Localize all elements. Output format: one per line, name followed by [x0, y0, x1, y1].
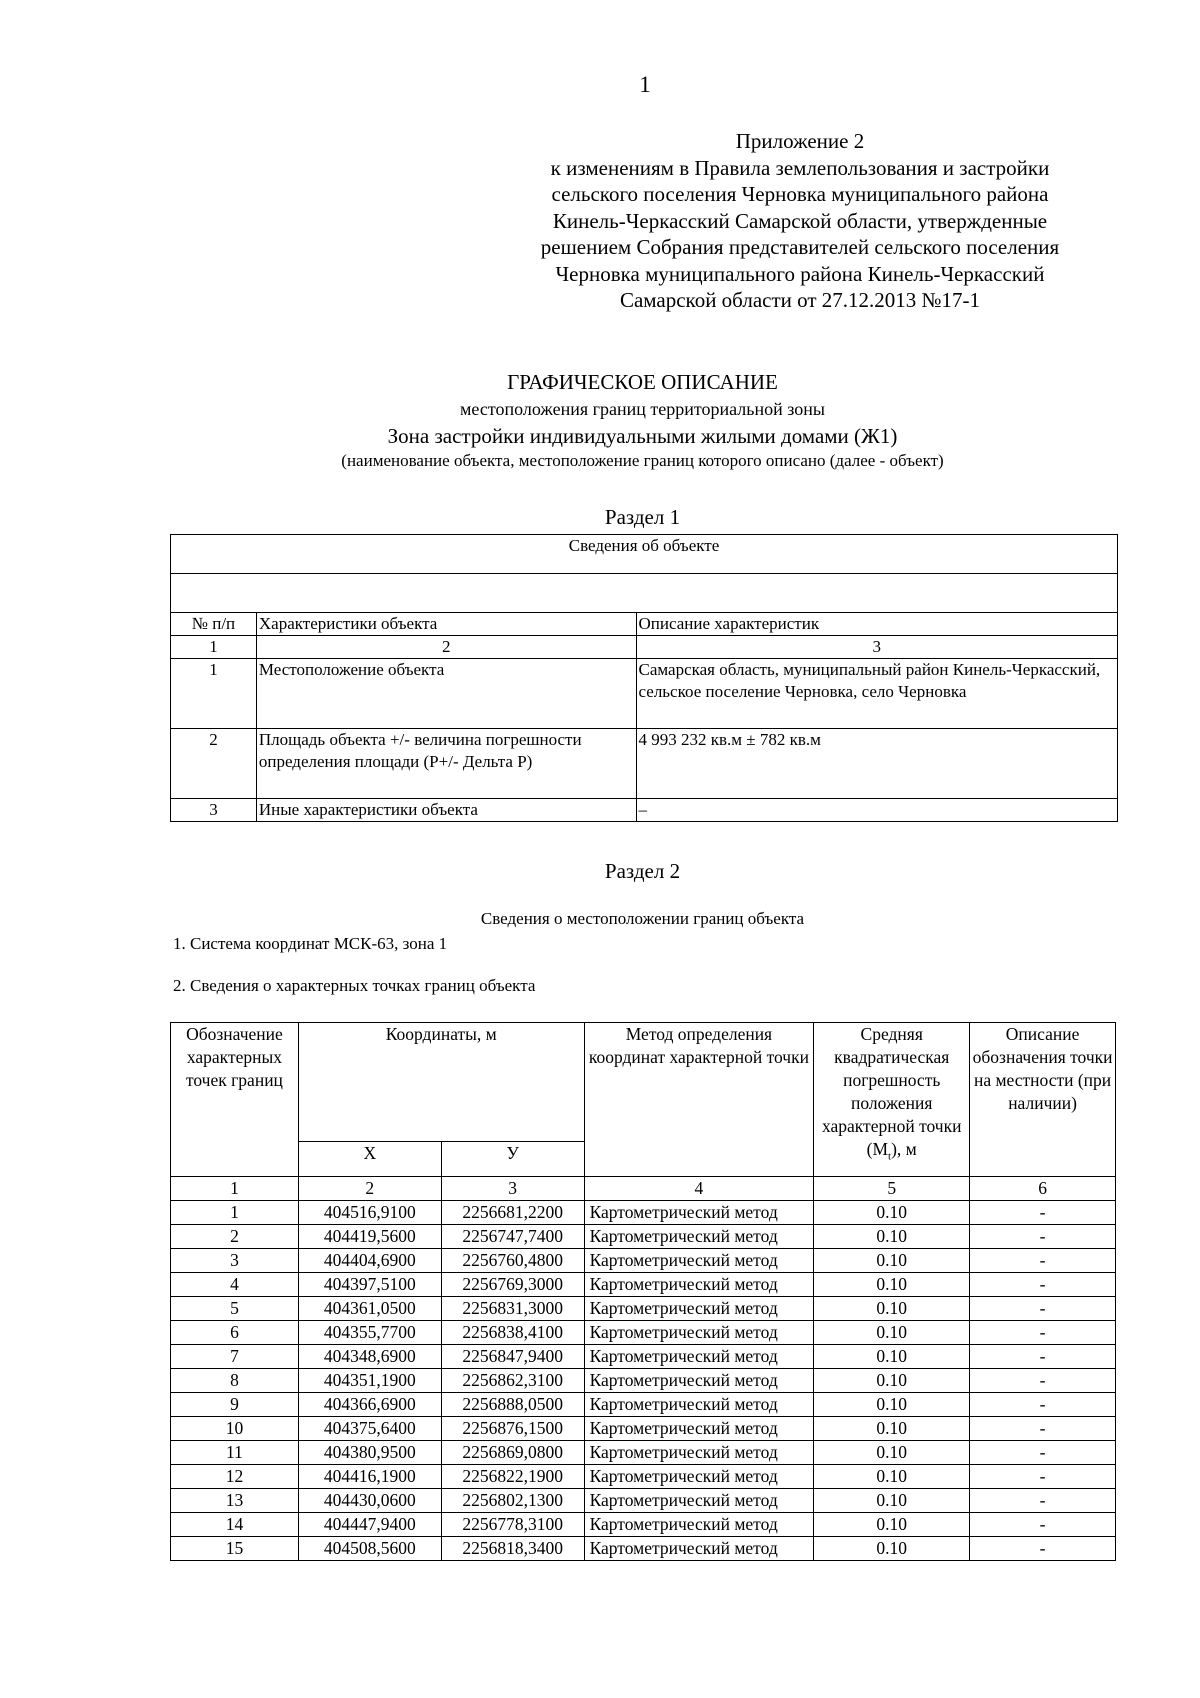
table-row	[171, 1417, 1116, 1441]
point-y: 2256747,7400	[441, 1225, 584, 1249]
point-description: -	[970, 1489, 1116, 1513]
point-error: 0.10	[814, 1489, 970, 1513]
point-error: 0.10	[814, 1201, 970, 1225]
table-row	[171, 1321, 1116, 1345]
table-row	[171, 1201, 1116, 1225]
point-method: Картометрический метод	[584, 1417, 814, 1441]
table-row	[171, 1537, 1116, 1561]
point-error: 0.10	[814, 1249, 970, 1273]
point-error: 0.10	[814, 1369, 970, 1393]
point-description: -	[970, 1345, 1116, 1369]
row-value: Самарская область, муниципальный район Кинель-Черкасский, сельское поселение Черновка, село Черновка	[636, 659, 1117, 729]
point-id: 12	[171, 1465, 299, 1489]
point-y: 2256681,2200	[441, 1201, 584, 1225]
empty-row	[171, 574, 1118, 613]
header-y: У	[441, 1141, 584, 1176]
point-error: 0.10	[814, 1225, 970, 1249]
point-y: 2256802,1300	[441, 1489, 584, 1513]
point-x: 404404,6900	[298, 1249, 441, 1273]
page-number: 1	[639, 72, 651, 97]
point-method: Картометрический метод	[584, 1441, 814, 1465]
point-y: 2256847,9400	[441, 1345, 584, 1369]
point-error: 0.10	[814, 1513, 970, 1537]
point-error: 0.10	[814, 1273, 970, 1297]
table-row	[171, 1513, 1116, 1537]
point-x: 404380,9500	[298, 1441, 441, 1465]
table-caption: Сведения об объекте	[171, 535, 1118, 574]
point-description: -	[970, 1225, 1116, 1249]
point-y: 2256888,0500	[441, 1393, 584, 1417]
point-id: 9	[171, 1393, 299, 1417]
point-id: 6	[171, 1321, 299, 1345]
col-number: 3	[636, 636, 1117, 659]
point-error: 0.10	[814, 1345, 970, 1369]
row-number: 2	[171, 729, 257, 799]
point-x: 404508,5600	[298, 1537, 441, 1561]
point-id: 1	[171, 1201, 299, 1225]
header-method: Метод определения координат характерной точки	[584, 1023, 814, 1177]
point-description: -	[970, 1273, 1116, 1297]
row-name: Местоположение объекта	[256, 659, 636, 729]
table-row	[171, 1369, 1116, 1393]
points-body	[171, 1201, 1116, 1561]
point-y: 2256862,3100	[441, 1369, 584, 1393]
point-x: 404351,1900	[298, 1369, 441, 1393]
col-number: 2	[298, 1177, 441, 1201]
table-row	[171, 1225, 1116, 1249]
table-row	[171, 1345, 1116, 1369]
point-description: -	[970, 1393, 1116, 1417]
appendix-line: Приложение 2	[735, 129, 865, 153]
point-method: Картометрический метод	[584, 1513, 814, 1537]
point-id: 11	[171, 1441, 299, 1465]
coordinate-system: 1. Система координат МСК-63, зона 1	[173, 934, 448, 953]
points-table	[170, 1022, 1116, 1561]
table-row	[171, 1297, 1116, 1321]
table-row	[171, 1465, 1116, 1489]
point-error: 0.10	[814, 1297, 970, 1321]
object-info-table	[170, 534, 1118, 822]
col-number: 2	[256, 636, 636, 659]
point-id: 4	[171, 1273, 299, 1297]
point-method: Картометрический метод	[584, 1489, 814, 1513]
point-x: 404355,7700	[298, 1321, 441, 1345]
point-x: 404366,6900	[298, 1393, 441, 1417]
point-x: 404348,6900	[298, 1345, 441, 1369]
appendix-line: Черновка муниципального района Кинель-Черкасский	[555, 261, 1045, 286]
table-row	[171, 1441, 1116, 1465]
point-id: 10	[171, 1417, 299, 1441]
point-method: Картометрический метод	[584, 1249, 814, 1273]
table-row	[171, 1249, 1116, 1273]
point-x: 404516,9100	[298, 1201, 441, 1225]
point-method: Картометрический метод	[584, 1537, 814, 1561]
point-description: -	[970, 1537, 1116, 1561]
point-method: Картометрический метод	[584, 1201, 814, 1225]
point-method: Картометрический метод	[584, 1297, 814, 1321]
point-method: Картометрический метод	[584, 1369, 814, 1393]
appendix-header	[480, 128, 1120, 314]
zone-note: (наименование объекта, местоположение границ которого описано (далее - объект)	[341, 451, 944, 470]
appendix-line: Самарской области от 27.12.2013 №17-1	[619, 288, 981, 312]
point-x: 404419,5600	[298, 1225, 441, 1249]
point-method: Картометрический метод	[584, 1393, 814, 1417]
appendix-line: к изменениям в Правила землепользования и застройки	[550, 155, 1050, 180]
point-method: Картометрический метод	[584, 1465, 814, 1489]
point-error: 0.10	[814, 1417, 970, 1441]
point-error: 0.10	[814, 1393, 970, 1417]
point-error: 0.10	[814, 1465, 970, 1489]
point-method: Картометрический метод	[584, 1345, 814, 1369]
point-y: 2256818,3400	[441, 1537, 584, 1561]
point-x: 404447,9400	[298, 1513, 441, 1537]
title-block	[170, 368, 1115, 472]
row-number: 1	[171, 659, 257, 729]
col-number: 1	[171, 636, 257, 659]
point-description: -	[970, 1321, 1116, 1345]
table-row	[171, 1273, 1116, 1297]
point-description: -	[970, 1465, 1116, 1489]
header-error: Средняя квадратическая погрешность положения характерной точки $(M_t)$, м	[814, 1023, 970, 1177]
point-y: 2256838,4100	[441, 1321, 584, 1345]
point-error: 0.10	[814, 1537, 970, 1561]
point-y: 2256831,3000	[441, 1297, 584, 1321]
section2-title: Раздел 2	[604, 859, 681, 883]
point-method: Картометрический метод	[584, 1321, 814, 1345]
header-description: Описание обозначения точки на местности (при наличии)	[970, 1023, 1116, 1177]
header-cell: Описание характеристик	[636, 613, 1117, 636]
point-method: Картометрический метод	[584, 1273, 814, 1297]
point-id: 15	[171, 1537, 299, 1561]
point-y: 2256869,0800	[441, 1441, 584, 1465]
point-id: 8	[171, 1369, 299, 1393]
header-coordinates: Координаты, м	[298, 1023, 584, 1142]
point-description: -	[970, 1297, 1116, 1321]
point-id: 7	[171, 1345, 299, 1369]
point-id: 14	[171, 1513, 299, 1537]
point-description: -	[970, 1369, 1116, 1393]
point-y: 2256822,1900	[441, 1465, 584, 1489]
point-x: 404430,0600	[298, 1489, 441, 1513]
point-y: 2256876,1500	[441, 1417, 584, 1441]
zone-name: Зона застройки индивидуальными жилыми домами (Ж1)	[387, 424, 898, 448]
col-number: 3	[441, 1177, 584, 1201]
point-description: -	[970, 1201, 1116, 1225]
col-number: 4	[584, 1177, 814, 1201]
col-number: 1	[171, 1177, 299, 1201]
table-row	[171, 1393, 1116, 1417]
document-title: ГРАФИЧЕСКОЕ ОПИСАНИЕ	[507, 370, 778, 394]
point-id: 5	[171, 1297, 299, 1321]
section2-heading: Сведения о местоположении границ объекта	[480, 909, 805, 928]
header-cell: № п/п	[171, 613, 257, 636]
row-value: 4 993 232 кв.м ± 782 кв.м	[636, 729, 1117, 799]
point-method: Картометрический метод	[584, 1225, 814, 1249]
header-point-label: Обозначение характерных точек границ	[171, 1023, 299, 1177]
point-description: -	[970, 1417, 1116, 1441]
header-x: X	[298, 1141, 441, 1176]
point-y: 2256760,4800	[441, 1249, 584, 1273]
table-row	[171, 1489, 1116, 1513]
document-subtitle: местоположения границ территориальной зоны	[460, 399, 825, 419]
header-cell: Характеристики объекта	[256, 613, 636, 636]
row-number: 3	[171, 799, 257, 822]
point-id: 13	[171, 1489, 299, 1513]
row-name: Площадь объекта +/- величина погрешности определения площади (Р+/- Дельта Р)	[256, 729, 636, 799]
row-value: –	[636, 799, 1117, 822]
appendix-line: сельского поселения Черновка муниципального района	[551, 182, 1049, 206]
point-description: -	[970, 1249, 1116, 1273]
row-name: Иные характеристики объекта	[256, 799, 636, 822]
point-description: -	[970, 1513, 1116, 1537]
point-x: 404361,0500	[298, 1297, 441, 1321]
point-x: 404416,1900	[298, 1465, 441, 1489]
point-x: 404397,5100	[298, 1273, 441, 1297]
col-number: 5	[814, 1177, 970, 1201]
point-error: 0.10	[814, 1321, 970, 1345]
appendix-line: решением Собрания представителей сельского поселения	[540, 235, 1060, 259]
point-x: 404375,6400	[298, 1417, 441, 1441]
point-description: -	[970, 1441, 1116, 1465]
points-heading: 2. Сведения о характерных точках границ объекта	[173, 976, 536, 995]
col-number: 6	[970, 1177, 1116, 1201]
point-y: 2256769,3000	[441, 1273, 584, 1297]
point-y: 2256778,3100	[441, 1513, 584, 1537]
point-id: 3	[171, 1249, 299, 1273]
point-error: 0.10	[814, 1441, 970, 1465]
section1-title: Раздел 1	[604, 505, 681, 529]
point-id: 2	[171, 1225, 299, 1249]
appendix-line: Кинель-Черкасский Самарской области, утвержденные	[552, 208, 1048, 233]
